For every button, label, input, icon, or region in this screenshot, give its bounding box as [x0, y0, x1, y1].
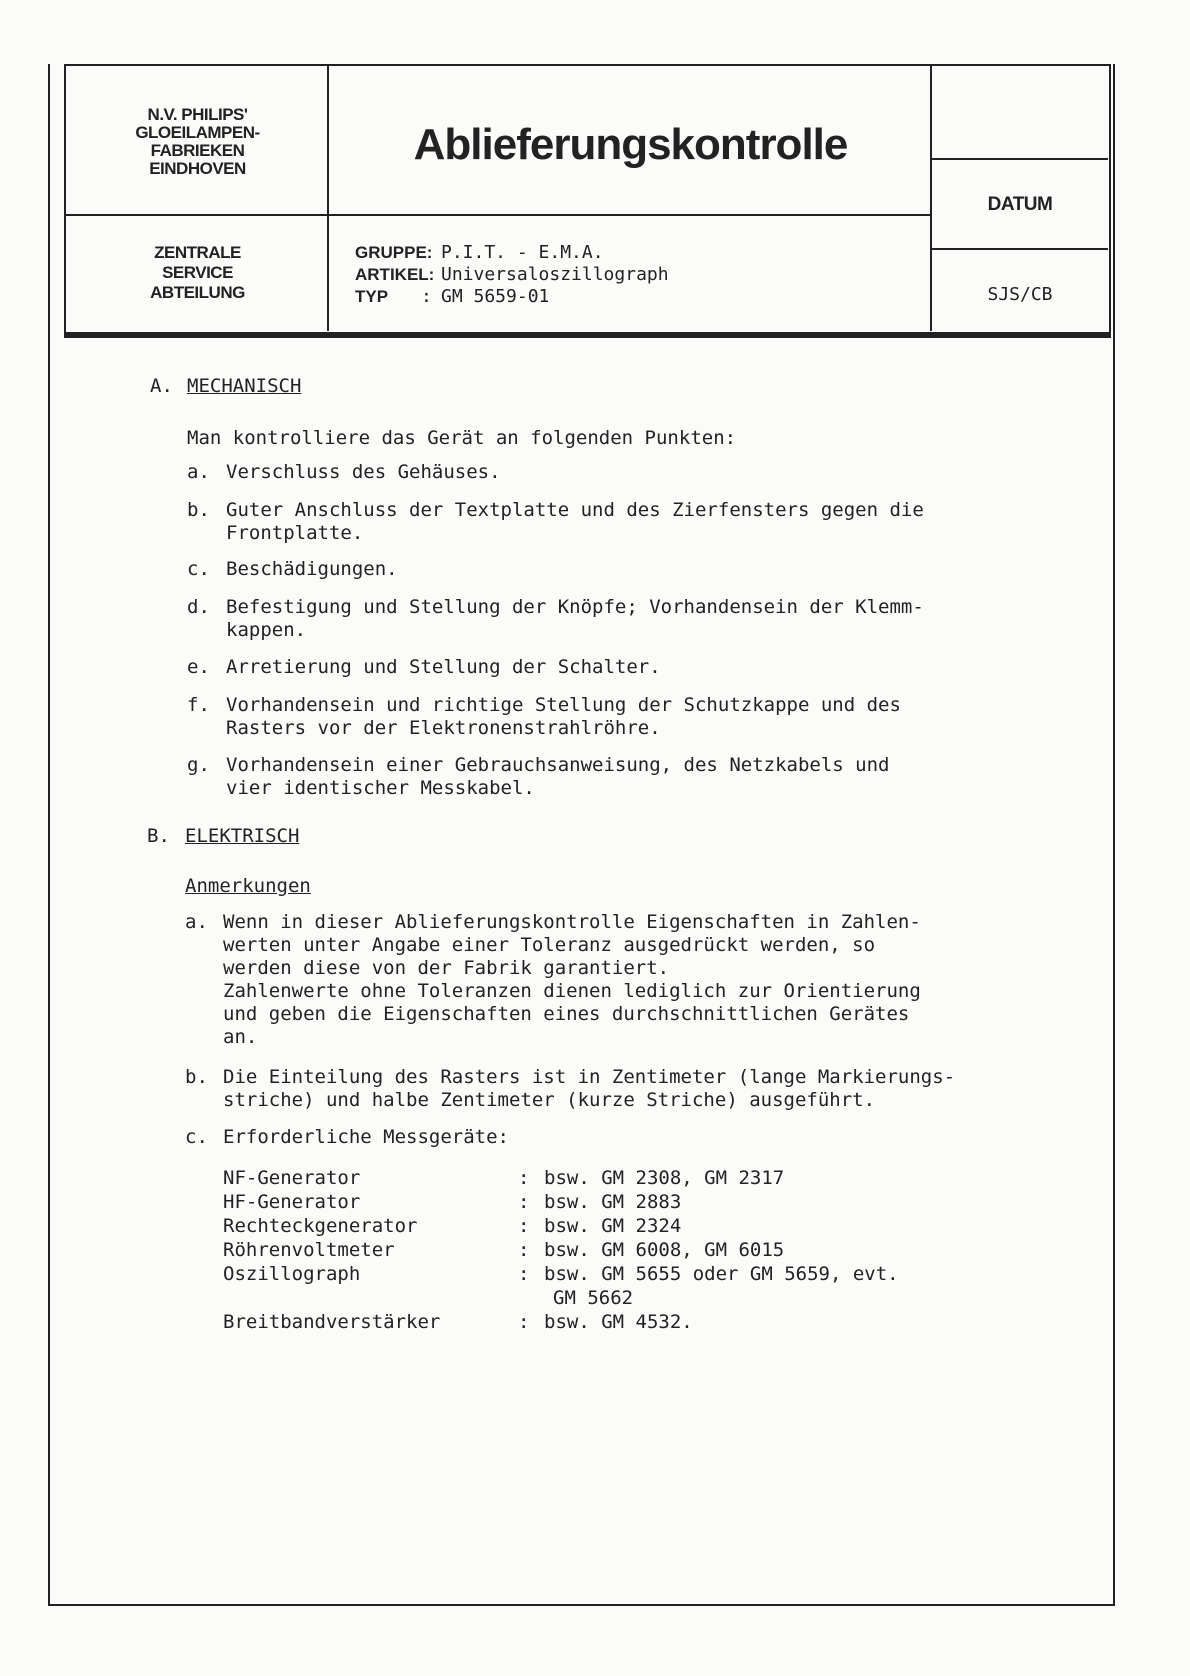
company-name: N.V. PHILIPS' GLOEILAMPEN- FABRIEKEN EINDHOVEN — [135, 105, 260, 178]
reference-code: SJS/CB — [987, 284, 1053, 305]
item-text: Beschädigungen. — [226, 558, 398, 580]
item-letter: e. — [187, 656, 210, 678]
classification-fields — [355, 242, 669, 308]
department-cell — [66, 216, 329, 331]
code-cell — [932, 250, 1108, 331]
note-letter: b. — [185, 1066, 208, 1088]
artikel-value: Universaloszillograph — [441, 264, 669, 285]
item-text: Vorhandensein und richtige Stellung der Schutzkappe und des — [226, 694, 901, 716]
instrument-value: bsw. GM 4532. — [544, 1311, 693, 1333]
instrument-separator: : — [518, 1167, 530, 1189]
gruppe-label: GRUPPE: — [355, 243, 433, 262]
item-letter: b. — [187, 499, 210, 521]
note-text: Wenn in dieser Ablieferungskontrolle Eigenschaften in Zahlen- — [223, 911, 921, 933]
item-letter: c. — [187, 558, 210, 580]
note-text: an. — [223, 1026, 258, 1048]
note-text: Erforderliche Messgeräte: — [223, 1126, 509, 1148]
classification-cell — [329, 216, 932, 331]
instrument-name: Röhrenvoltmeter — [223, 1239, 395, 1261]
instrument-value: bsw. GM 6008, GM 6015 — [544, 1239, 785, 1261]
item-text: Arretierung und Stellung der Schalter. — [226, 656, 661, 678]
item-letter: d. — [187, 596, 210, 618]
section-b-number: B. — [147, 825, 170, 847]
item-text: Verschluss des Gehäuses. — [226, 461, 501, 483]
title-cell — [329, 66, 932, 216]
instrument-separator: : — [518, 1215, 530, 1237]
instrument-separator: : — [518, 1191, 530, 1213]
item-text: Befestigung und Stellung der Knöpfe; Vorhandensein der Klemm- — [226, 596, 924, 618]
company-cell — [66, 66, 329, 216]
instrument-value: bsw. GM 2324 — [544, 1215, 682, 1237]
item-text: vier identischer Messkabel. — [226, 777, 535, 799]
document-title: Ablieferungskontrolle — [413, 120, 848, 169]
datum-cell — [932, 160, 1108, 250]
gruppe-value: P.I.T. - E.M.A. — [441, 242, 604, 263]
section-a-heading: MECHANISCH — [187, 375, 302, 397]
note-letter: a. — [185, 911, 208, 933]
instrument-name: Rechteckgenerator — [223, 1215, 418, 1237]
blank-cell — [932, 66, 1108, 160]
note-text: Die Einteilung des Rasters ist in Zentimeter (lange Markierungs- — [223, 1066, 956, 1088]
typ-label: TYP — [355, 287, 389, 306]
item-text: kappen. — [226, 619, 307, 641]
instrument-separator: : — [518, 1239, 530, 1261]
instrument-name: Breitbandverstärker — [223, 1311, 441, 1333]
item-text: Guter Anschluss der Textplatte und des Zierfensters gegen die — [226, 499, 924, 521]
item-text: Rasters vor der Elektronenstrahlröhre. — [226, 717, 661, 739]
typ-row — [355, 286, 669, 308]
item-letter: f. — [187, 694, 210, 716]
section-b-heading: ELEKTRISCH — [185, 825, 300, 847]
item-text: Frontplatte. — [226, 522, 364, 544]
typ-separator: : — [421, 286, 432, 307]
instrument-name: HF-Generator — [223, 1191, 361, 1213]
note-text: werden diese von der Fabrik garantiert. — [223, 957, 670, 979]
note-text: Zahlenwerte ohne Toleranzen dienen lediglich zur Orientierung — [223, 980, 921, 1002]
section-b-subheading: Anmerkungen — [185, 875, 311, 897]
item-text: Vorhandensein einer Gebrauchsanweisung, des Netzkabels und — [226, 754, 890, 776]
document-header — [64, 64, 1111, 334]
instrument-value: bsw. GM 5655 oder GM 5659, evt. — [544, 1263, 899, 1285]
department-name: ZENTRALE SERVICE ABTEILUNG — [150, 243, 245, 302]
item-letter: g. — [187, 754, 210, 776]
artikel-label: ARTIKEL: — [355, 265, 435, 284]
instrument-separator: : — [518, 1311, 530, 1333]
instrument-name: Oszillograph — [223, 1263, 361, 1285]
instrument-value-continued: GM 5662 — [553, 1287, 634, 1309]
typ-value: GM 5659-01 — [441, 286, 550, 307]
note-text: werten unter Angabe einer Toleranz ausgedrückt werden, so — [223, 934, 876, 956]
artikel-row — [355, 264, 669, 286]
note-letter: c. — [185, 1126, 208, 1148]
item-letter: a. — [187, 461, 210, 483]
gruppe-row — [355, 242, 669, 264]
instrument-name: NF-Generator — [223, 1167, 361, 1189]
instrument-separator: : — [518, 1263, 530, 1285]
note-text: striche) und halbe Zentimeter (kurze Striche) ausgeführt. — [223, 1089, 876, 1111]
datum-label: DATUM — [987, 194, 1053, 215]
section-a-intro: Man kontrolliere das Gerät an folgenden Punkten: — [187, 427, 737, 449]
instrument-value: bsw. GM 2308, GM 2317 — [544, 1167, 785, 1189]
instrument-value: bsw. GM 2883 — [544, 1191, 682, 1213]
header-rule — [64, 334, 1111, 338]
note-text: und geben die Eigenschaften eines durchschnittlichen Gerätes — [223, 1003, 910, 1025]
section-a-number: A. — [150, 375, 173, 397]
